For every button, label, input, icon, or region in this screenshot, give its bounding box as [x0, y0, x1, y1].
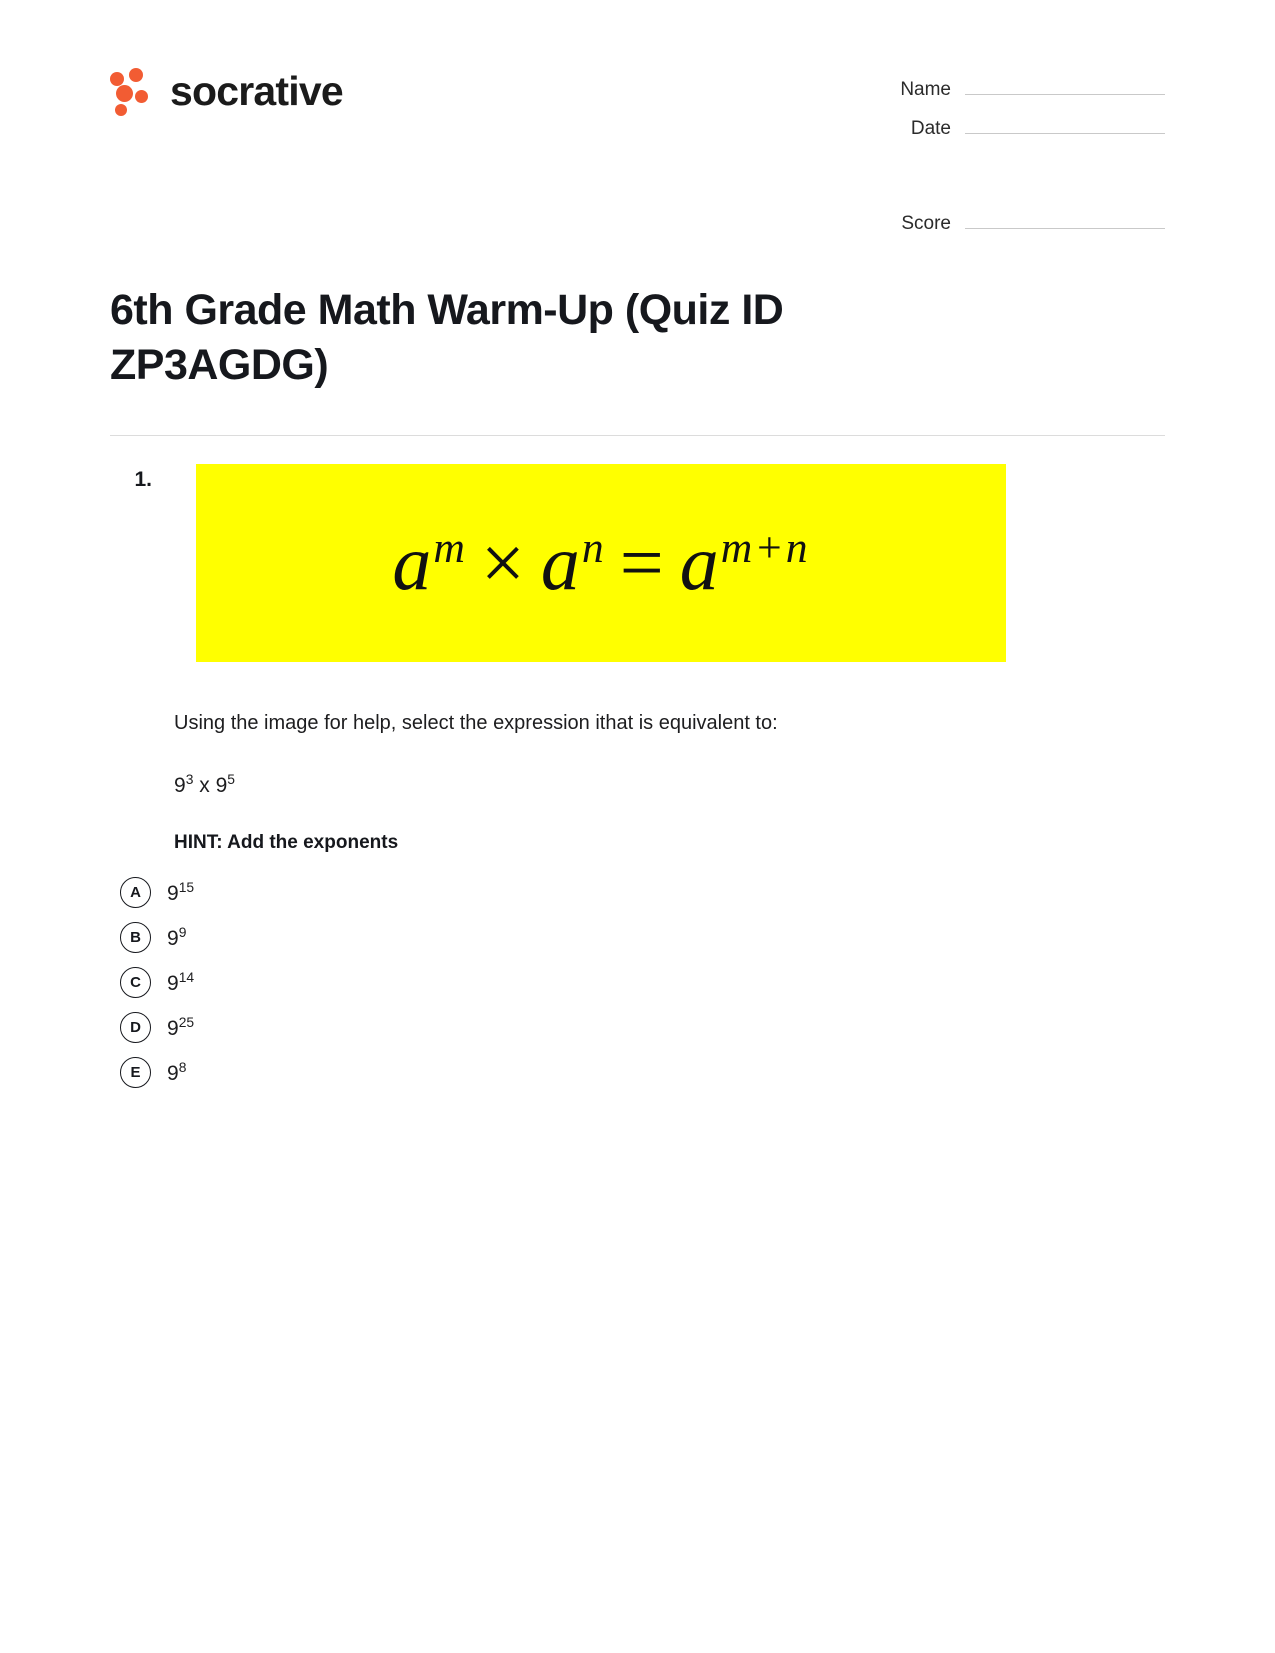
page-title: 6th Grade Math Warm-Up (Quiz ID ZP3AGDG): [110, 286, 784, 390]
formula-base-3: a: [679, 519, 721, 607]
choice-bubble-d[interactable]: D: [120, 1012, 151, 1043]
choice-a[interactable]: [112, 870, 1165, 915]
choice-e[interactable]: [112, 1050, 1165, 1095]
question-body: [130, 464, 1165, 1095]
choice-d[interactable]: [112, 1005, 1165, 1050]
expression-middle: x 9: [193, 774, 228, 798]
choice-text-c: [167, 969, 194, 996]
name-input-line[interactable]: [965, 76, 1165, 95]
question-number: 1.: [134, 468, 152, 492]
choice-a-exp: 15: [178, 879, 195, 896]
choice-text-d: [167, 1014, 194, 1041]
choice-text-b: [167, 924, 186, 951]
expression-exponent-1: 3: [185, 771, 194, 788]
question-expression: [174, 770, 1165, 800]
score-field-row: [835, 210, 1165, 235]
question-1: [110, 464, 1165, 1095]
name-field-row: [835, 76, 1165, 101]
formula-base-2: a: [540, 519, 582, 607]
page-header: [110, 60, 1165, 249]
choice-text-a: [167, 879, 194, 906]
brand-name: socrative: [170, 67, 343, 114]
choice-bubble-a[interactable]: A: [120, 877, 151, 908]
choice-c-base: 9: [167, 972, 179, 996]
choice-a-base: 9: [167, 882, 179, 906]
expression-base: 9: [174, 774, 186, 798]
choice-text-e: [167, 1059, 186, 1086]
choice-c[interactable]: [112, 960, 1165, 1005]
choice-bubble-e[interactable]: E: [120, 1057, 151, 1088]
choice-bubble-b[interactable]: B: [120, 922, 151, 953]
choice-e-base: 9: [167, 1062, 179, 1086]
choice-d-exp: 25: [178, 1014, 195, 1031]
choice-b-base: 9: [167, 927, 179, 951]
question-image: [196, 464, 1006, 662]
formula-exp-1: m: [433, 524, 467, 573]
header-divider: [110, 435, 1165, 436]
question-hint: HINT: Add the exponents: [174, 832, 399, 854]
formula-equals-sign: =: [619, 519, 666, 607]
answer-choices: [112, 870, 1165, 1095]
socrative-logo: [110, 68, 343, 114]
question-prompt: Using the image for help, select the expression ithat is equivalent to:: [174, 712, 778, 735]
choice-b-exp: 9: [178, 924, 187, 941]
exponent-rule-formula: [392, 518, 809, 608]
student-meta-fields: [835, 60, 1165, 249]
choice-c-exp: 14: [178, 969, 195, 986]
expression-exponent-2: 5: [227, 771, 235, 788]
choice-d-base: 9: [167, 1017, 179, 1041]
choice-b[interactable]: [112, 915, 1165, 960]
score-input-line[interactable]: [965, 210, 1165, 229]
date-input-line[interactable]: [965, 115, 1165, 134]
score-label: Score: [901, 213, 951, 234]
choice-bubble-c[interactable]: C: [120, 967, 151, 998]
formula-exp-3: m+n: [720, 524, 810, 573]
date-field-row: [835, 115, 1165, 140]
formula-base-1: a: [392, 519, 434, 607]
choice-e-exp: 8: [178, 1059, 187, 1076]
formula-exp-2: n: [581, 524, 606, 573]
formula-times-icon: ×: [480, 519, 527, 607]
socrative-dots-icon: [110, 68, 156, 114]
name-label: Name: [900, 79, 951, 100]
date-label: Date: [910, 118, 951, 139]
